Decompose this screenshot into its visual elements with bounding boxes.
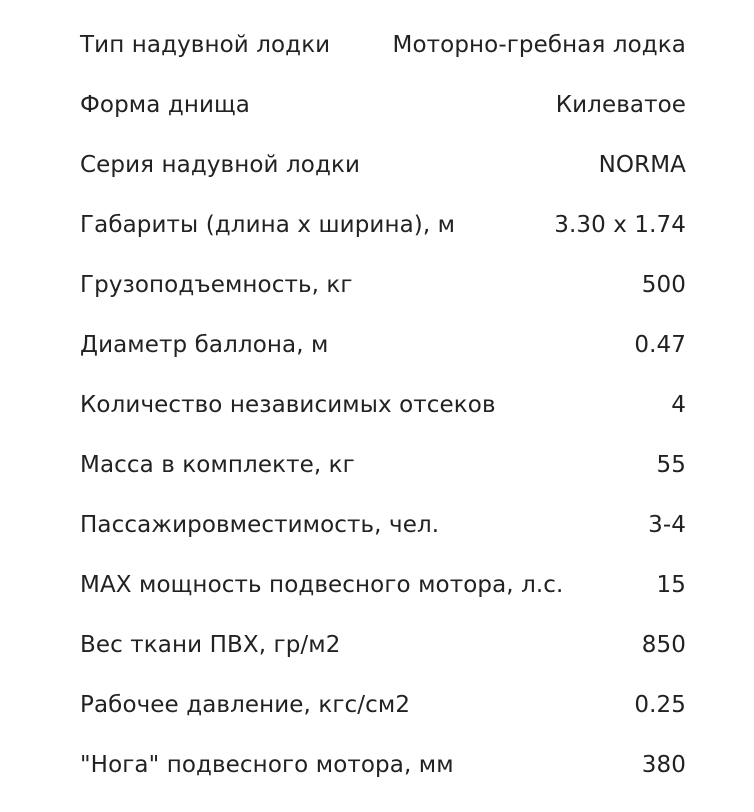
spec-row-compartments	[80, 375, 686, 435]
spec-value: 850	[641, 632, 686, 658]
spec-row-hull-shape	[80, 75, 686, 135]
spec-label: Грузоподъемность, кг	[80, 272, 353, 298]
spec-label: MAX мощность подвесного мотора, л.с.	[80, 572, 564, 598]
spec-label: "Нога" подвесного мотора, мм	[80, 752, 454, 778]
spec-row-passengers	[80, 495, 686, 555]
spec-label: Диаметр баллона, м	[80, 332, 329, 358]
spec-value: 55	[656, 452, 686, 478]
spec-row-working-pressure	[80, 675, 686, 735]
spec-value: Килеватое	[555, 92, 686, 118]
spec-value: Моторно-гребная лодка	[392, 32, 686, 58]
spec-label: Вес ткани ПВХ, гр/м2	[80, 632, 341, 658]
spec-value: 15	[656, 572, 686, 598]
spec-value: 3-4	[648, 512, 686, 538]
spec-row-motor-shaft	[80, 735, 686, 795]
spec-label: Габариты (длина х ширина), м	[80, 212, 456, 238]
spec-label: Пассажировместимость, чел.	[80, 512, 440, 538]
spec-row-weight	[80, 435, 686, 495]
spec-label: Рабочее давление, кгс/см2	[80, 692, 411, 718]
spec-row-series	[80, 135, 686, 195]
spec-row-fabric-weight	[80, 615, 686, 675]
spec-label: Форма днища	[80, 92, 250, 118]
spec-row-dimensions	[80, 195, 686, 255]
spec-row-tube-diameter	[80, 315, 686, 375]
spec-row-capacity	[80, 255, 686, 315]
spec-value: NORMA	[598, 152, 686, 178]
spec-value: 0.47	[634, 332, 686, 358]
specs-table	[80, 15, 686, 795]
spec-row-boat-type	[80, 15, 686, 75]
spec-row-max-motor-power	[80, 555, 686, 615]
spec-value: 3.30 x 1.74	[554, 212, 686, 238]
spec-label: Масса в комплекте, кг	[80, 452, 355, 478]
spec-label: Тип надувной лодки	[80, 32, 331, 58]
spec-value: 500	[641, 272, 686, 298]
spec-value: 380	[641, 752, 686, 778]
spec-label: Количество независимых отсеков	[80, 392, 496, 418]
spec-value: 4	[671, 392, 686, 418]
spec-label: Серия надувной лодки	[80, 152, 360, 178]
spec-value: 0.25	[634, 692, 686, 718]
